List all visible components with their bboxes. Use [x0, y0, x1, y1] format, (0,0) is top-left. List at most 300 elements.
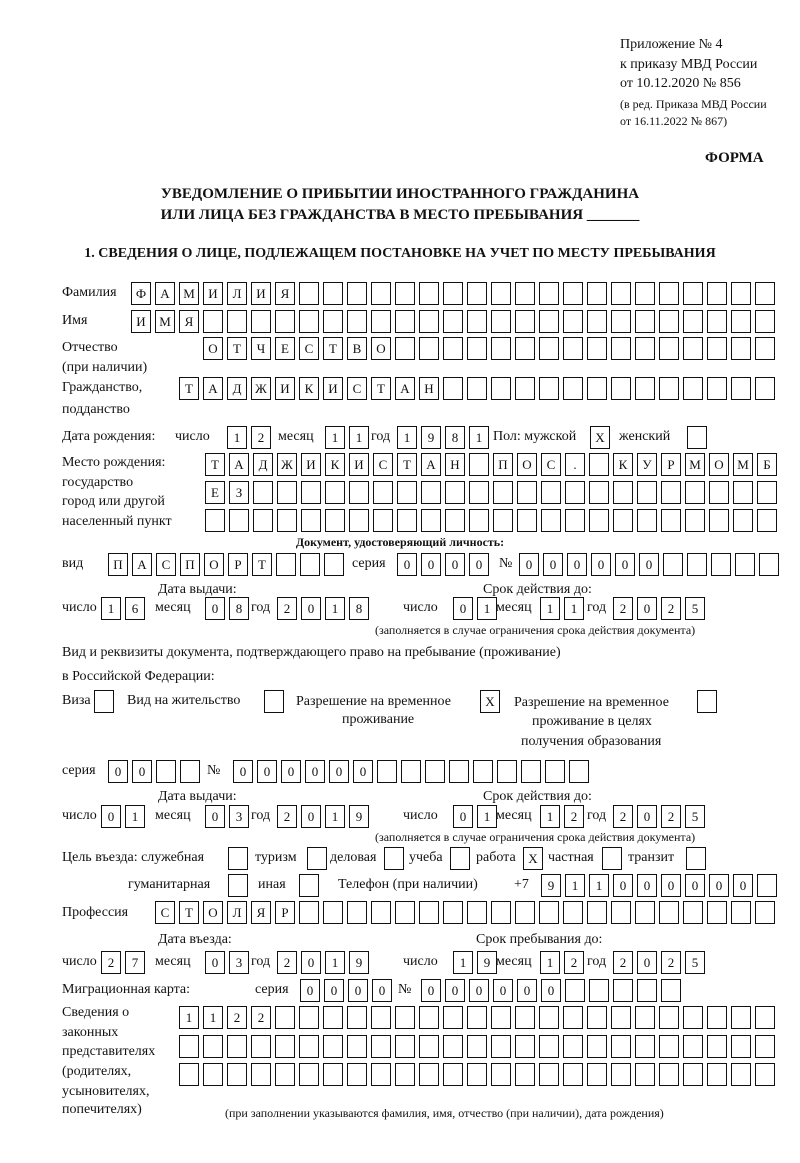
char-box[interactable]	[635, 337, 655, 360]
char-box[interactable]	[275, 1035, 295, 1058]
char-box[interactable]	[589, 509, 609, 532]
char-box[interactable]: И	[275, 377, 295, 400]
char-box[interactable]: 0	[661, 874, 681, 897]
char-box[interactable]	[517, 481, 537, 504]
char-box[interactable]	[589, 481, 609, 504]
char-box[interactable]: 2	[564, 951, 584, 974]
char-box[interactable]	[709, 509, 729, 532]
char-box[interactable]: Е	[275, 337, 295, 360]
char-box[interactable]: С	[155, 901, 175, 924]
char-box[interactable]	[755, 1035, 775, 1058]
char-box[interactable]	[611, 1063, 631, 1086]
char-box[interactable]	[697, 690, 717, 713]
char-box[interactable]	[587, 901, 607, 924]
char-box[interactable]	[425, 760, 445, 783]
char-box[interactable]	[587, 282, 607, 305]
char-box[interactable]	[469, 481, 489, 504]
char-box[interactable]	[443, 337, 463, 360]
char-box[interactable]: Е	[205, 481, 225, 504]
char-box[interactable]	[755, 282, 775, 305]
char-box[interactable]	[371, 1035, 391, 1058]
char-box[interactable]	[563, 901, 583, 924]
char-box[interactable]: И	[323, 377, 343, 400]
char-box[interactable]	[515, 1006, 535, 1029]
char-box[interactable]: 0	[567, 553, 587, 576]
char-box[interactable]: 1	[564, 597, 584, 620]
char-box[interactable]	[613, 481, 633, 504]
char-box[interactable]	[384, 847, 404, 870]
char-box[interactable]: 0	[300, 979, 320, 1002]
char-box[interactable]: Н	[419, 377, 439, 400]
char-box[interactable]: 0	[469, 553, 489, 576]
char-box[interactable]	[731, 377, 751, 400]
char-box[interactable]: Я	[179, 310, 199, 333]
char-box[interactable]	[602, 847, 622, 870]
char-box[interactable]: 5	[685, 597, 705, 620]
char-box[interactable]: 2	[277, 951, 297, 974]
char-box[interactable]: 2	[661, 951, 681, 974]
char-box[interactable]: 0	[709, 874, 729, 897]
char-box[interactable]: Т	[252, 553, 272, 576]
char-box[interactable]	[299, 1035, 319, 1058]
char-box[interactable]	[299, 1063, 319, 1086]
char-box[interactable]: К	[325, 453, 345, 476]
char-box[interactable]: 0	[324, 979, 344, 1002]
char-box[interactable]	[707, 282, 727, 305]
char-box[interactable]	[707, 310, 727, 333]
char-box[interactable]	[731, 1063, 751, 1086]
char-box[interactable]: 3	[229, 805, 249, 828]
char-box[interactable]: Т	[323, 337, 343, 360]
char-box[interactable]	[755, 337, 775, 360]
char-box[interactable]: Р	[275, 901, 295, 924]
char-box[interactable]	[373, 509, 393, 532]
char-box[interactable]	[395, 1006, 415, 1029]
char-box[interactable]	[659, 282, 679, 305]
char-box[interactable]: О	[517, 453, 537, 476]
char-box[interactable]	[683, 282, 703, 305]
char-box[interactable]	[637, 979, 657, 1002]
char-box[interactable]	[611, 282, 631, 305]
char-box[interactable]	[563, 377, 583, 400]
char-box[interactable]: К	[613, 453, 633, 476]
char-box[interactable]	[467, 901, 487, 924]
char-box[interactable]	[707, 337, 727, 360]
char-box[interactable]	[757, 481, 777, 504]
char-box[interactable]: Т	[371, 377, 391, 400]
char-box[interactable]	[707, 901, 727, 924]
char-box[interactable]	[227, 1035, 247, 1058]
char-box[interactable]: 2	[661, 805, 681, 828]
char-box[interactable]	[707, 1006, 727, 1029]
char-box[interactable]	[469, 509, 489, 532]
char-box[interactable]	[659, 310, 679, 333]
char-box[interactable]: 2	[101, 951, 121, 974]
char-box[interactable]	[229, 509, 249, 532]
char-box[interactable]	[587, 1035, 607, 1058]
char-box[interactable]: С	[541, 453, 561, 476]
char-box[interactable]	[491, 901, 511, 924]
char-box[interactable]: 2	[277, 805, 297, 828]
char-box[interactable]: 1	[325, 426, 345, 449]
char-box[interactable]: 7	[125, 951, 145, 974]
char-box[interactable]: М	[733, 453, 753, 476]
char-box[interactable]	[563, 1063, 583, 1086]
char-box[interactable]	[755, 1006, 775, 1029]
char-box[interactable]	[757, 874, 777, 897]
char-box[interactable]: О	[203, 337, 223, 360]
char-box[interactable]: А	[395, 377, 415, 400]
char-box[interactable]	[251, 1063, 271, 1086]
char-box[interactable]	[707, 377, 727, 400]
char-box[interactable]	[587, 1063, 607, 1086]
char-box[interactable]: Л	[227, 901, 247, 924]
char-box[interactable]	[395, 310, 415, 333]
char-box[interactable]: Л	[227, 282, 247, 305]
char-box[interactable]	[587, 310, 607, 333]
char-box[interactable]: 0	[421, 979, 441, 1002]
char-box[interactable]	[515, 377, 535, 400]
char-box[interactable]	[755, 310, 775, 333]
char-box[interactable]	[539, 310, 559, 333]
char-box[interactable]	[307, 847, 327, 870]
char-box[interactable]	[401, 760, 421, 783]
char-box[interactable]	[467, 1063, 487, 1086]
char-box[interactable]: З	[229, 481, 249, 504]
char-box[interactable]	[539, 1006, 559, 1029]
char-box[interactable]	[347, 1006, 367, 1029]
char-box[interactable]	[735, 553, 755, 576]
char-box[interactable]	[589, 979, 609, 1002]
char-box[interactable]	[347, 901, 367, 924]
char-box[interactable]: В	[347, 337, 367, 360]
char-box[interactable]	[467, 337, 487, 360]
char-box[interactable]	[373, 481, 393, 504]
char-box[interactable]: Д	[253, 453, 273, 476]
char-box[interactable]	[611, 377, 631, 400]
char-box[interactable]	[179, 1063, 199, 1086]
char-box[interactable]	[251, 310, 271, 333]
char-box[interactable]: 0	[233, 760, 253, 783]
char-box[interactable]	[637, 481, 657, 504]
char-box[interactable]	[371, 1006, 391, 1029]
char-box[interactable]: 1	[540, 597, 560, 620]
char-box[interactable]	[419, 1035, 439, 1058]
char-box[interactable]	[659, 1006, 679, 1029]
char-box[interactable]: С	[299, 337, 319, 360]
char-box[interactable]: Т	[179, 901, 199, 924]
char-box[interactable]	[419, 310, 439, 333]
char-box[interactable]: 1	[453, 951, 473, 974]
char-box[interactable]: 0	[101, 805, 121, 828]
char-box[interactable]	[349, 481, 369, 504]
char-box[interactable]: И	[131, 310, 151, 333]
char-box[interactable]	[323, 282, 343, 305]
char-box[interactable]	[685, 509, 705, 532]
char-box[interactable]	[227, 1063, 247, 1086]
char-box[interactable]	[613, 979, 633, 1002]
char-box[interactable]	[661, 979, 681, 1002]
char-box[interactable]	[659, 377, 679, 400]
char-box[interactable]: 1	[125, 805, 145, 828]
char-box[interactable]: 0	[685, 874, 705, 897]
char-box[interactable]: 0	[453, 805, 473, 828]
char-box[interactable]	[635, 1006, 655, 1029]
char-box[interactable]	[395, 282, 415, 305]
char-box[interactable]: 0	[637, 951, 657, 974]
char-box[interactable]	[733, 481, 753, 504]
char-box[interactable]	[515, 1035, 535, 1058]
char-box[interactable]: 2	[251, 426, 271, 449]
char-box[interactable]	[371, 310, 391, 333]
char-box[interactable]	[299, 901, 319, 924]
char-box[interactable]: П	[180, 553, 200, 576]
char-box[interactable]	[686, 847, 706, 870]
char-box[interactable]: 1	[469, 426, 489, 449]
char-box[interactable]	[687, 426, 707, 449]
char-box[interactable]	[491, 310, 511, 333]
char-box[interactable]	[203, 1035, 223, 1058]
char-box[interactable]	[443, 901, 463, 924]
char-box[interactable]	[659, 337, 679, 360]
char-box[interactable]	[683, 1063, 703, 1086]
char-box[interactable]	[469, 453, 489, 476]
char-box[interactable]	[515, 901, 535, 924]
char-box[interactable]: 1	[397, 426, 417, 449]
char-box[interactable]	[467, 1035, 487, 1058]
char-box[interactable]: А	[421, 453, 441, 476]
char-box[interactable]	[449, 760, 469, 783]
char-box[interactable]	[635, 310, 655, 333]
char-box[interactable]: 0	[453, 597, 473, 620]
char-box[interactable]: И	[251, 282, 271, 305]
char-box[interactable]: 9	[477, 951, 497, 974]
char-box[interactable]	[277, 481, 297, 504]
char-box[interactable]: 0	[637, 597, 657, 620]
char-box[interactable]: 1	[540, 805, 560, 828]
char-box[interactable]	[587, 1006, 607, 1029]
char-box[interactable]: 0	[445, 979, 465, 1002]
char-box[interactable]	[635, 1035, 655, 1058]
char-box[interactable]	[757, 509, 777, 532]
char-box[interactable]	[419, 1006, 439, 1029]
char-box[interactable]	[659, 1063, 679, 1086]
char-box[interactable]: X	[590, 426, 610, 449]
char-box[interactable]: 1	[589, 874, 609, 897]
char-box[interactable]	[251, 1035, 271, 1058]
char-box[interactable]	[569, 760, 589, 783]
char-box[interactable]	[611, 1006, 631, 1029]
char-box[interactable]	[371, 1063, 391, 1086]
char-box[interactable]: А	[203, 377, 223, 400]
char-box[interactable]	[637, 509, 657, 532]
char-box[interactable]: А	[155, 282, 175, 305]
char-box[interactable]	[419, 337, 439, 360]
char-box[interactable]: 0	[541, 979, 561, 1002]
char-box[interactable]: 2	[277, 597, 297, 620]
char-box[interactable]	[611, 901, 631, 924]
char-box[interactable]	[491, 282, 511, 305]
char-box[interactable]: 1	[477, 597, 497, 620]
char-box[interactable]	[731, 901, 751, 924]
char-box[interactable]: К	[299, 377, 319, 400]
char-box[interactable]: 0	[469, 979, 489, 1002]
char-box[interactable]: 2	[613, 805, 633, 828]
char-box[interactable]	[613, 509, 633, 532]
char-box[interactable]	[539, 282, 559, 305]
char-box[interactable]: 0	[637, 874, 657, 897]
char-box[interactable]	[264, 690, 284, 713]
char-box[interactable]	[683, 310, 703, 333]
char-box[interactable]	[421, 481, 441, 504]
char-box[interactable]: 0	[305, 760, 325, 783]
char-box[interactable]	[587, 377, 607, 400]
char-box[interactable]: 1	[179, 1006, 199, 1029]
char-box[interactable]	[397, 481, 417, 504]
char-box[interactable]: 0	[543, 553, 563, 576]
char-box[interactable]: О	[709, 453, 729, 476]
char-box[interactable]	[661, 481, 681, 504]
char-box[interactable]	[443, 1006, 463, 1029]
char-box[interactable]: 9	[541, 874, 561, 897]
char-box[interactable]: 9	[349, 805, 369, 828]
char-box[interactable]: М	[155, 310, 175, 333]
char-box[interactable]	[731, 282, 751, 305]
char-box[interactable]	[371, 901, 391, 924]
char-box[interactable]	[395, 901, 415, 924]
char-box[interactable]	[493, 481, 513, 504]
char-box[interactable]	[395, 1063, 415, 1086]
char-box[interactable]	[395, 1035, 415, 1058]
char-box[interactable]: С	[373, 453, 393, 476]
char-box[interactable]	[663, 553, 683, 576]
char-box[interactable]	[515, 282, 535, 305]
char-box[interactable]	[635, 901, 655, 924]
char-box[interactable]	[707, 1063, 727, 1086]
char-box[interactable]: 2	[564, 805, 584, 828]
char-box[interactable]	[731, 337, 751, 360]
char-box[interactable]: 8	[445, 426, 465, 449]
char-box[interactable]	[709, 481, 729, 504]
char-box[interactable]	[491, 377, 511, 400]
char-box[interactable]	[227, 310, 247, 333]
char-box[interactable]: О	[203, 901, 223, 924]
char-box[interactable]: И	[203, 282, 223, 305]
char-box[interactable]: 0	[613, 874, 633, 897]
char-box[interactable]	[565, 481, 585, 504]
char-box[interactable]	[443, 1063, 463, 1086]
char-box[interactable]	[323, 310, 343, 333]
char-box[interactable]	[731, 1006, 751, 1029]
char-box[interactable]: И	[349, 453, 369, 476]
char-box[interactable]	[323, 1063, 343, 1086]
char-box[interactable]	[539, 337, 559, 360]
char-box[interactable]	[180, 760, 200, 783]
char-box[interactable]: 0	[637, 805, 657, 828]
char-box[interactable]	[659, 1035, 679, 1058]
char-box[interactable]	[419, 282, 439, 305]
char-box[interactable]	[324, 553, 344, 576]
char-box[interactable]: 2	[227, 1006, 247, 1029]
char-box[interactable]: Я	[275, 282, 295, 305]
char-box[interactable]	[325, 481, 345, 504]
char-box[interactable]: .	[565, 453, 585, 476]
char-box[interactable]: М	[179, 282, 199, 305]
char-box[interactable]	[371, 282, 391, 305]
char-box[interactable]	[563, 1006, 583, 1029]
char-box[interactable]	[347, 1063, 367, 1086]
char-box[interactable]: 1	[203, 1006, 223, 1029]
char-box[interactable]	[491, 1006, 511, 1029]
char-box[interactable]	[253, 481, 273, 504]
char-box[interactable]	[419, 1063, 439, 1086]
char-box[interactable]: А	[132, 553, 152, 576]
char-box[interactable]: У	[637, 453, 657, 476]
char-box[interactable]	[707, 1035, 727, 1058]
char-box[interactable]	[541, 509, 561, 532]
char-box[interactable]	[635, 282, 655, 305]
char-box[interactable]: О	[371, 337, 391, 360]
char-box[interactable]: 0	[445, 553, 465, 576]
char-box[interactable]: И	[301, 453, 321, 476]
char-box[interactable]	[395, 337, 415, 360]
char-box[interactable]	[443, 310, 463, 333]
char-box[interactable]	[563, 310, 583, 333]
char-box[interactable]: 0	[615, 553, 635, 576]
char-box[interactable]: Я	[251, 901, 271, 924]
char-box[interactable]	[755, 1063, 775, 1086]
char-box[interactable]: 2	[661, 597, 681, 620]
char-box[interactable]: Б	[757, 453, 777, 476]
char-box[interactable]: 0	[348, 979, 368, 1002]
char-box[interactable]	[450, 847, 470, 870]
char-box[interactable]: 0	[353, 760, 373, 783]
char-box[interactable]	[491, 1035, 511, 1058]
char-box[interactable]	[156, 760, 176, 783]
char-box[interactable]	[323, 901, 343, 924]
char-box[interactable]	[323, 1035, 343, 1058]
char-box[interactable]: Т	[179, 377, 199, 400]
char-box[interactable]: 0	[517, 979, 537, 1002]
char-box[interactable]: Т	[397, 453, 417, 476]
char-box[interactable]	[473, 760, 493, 783]
char-box[interactable]: 0	[301, 951, 321, 974]
char-box[interactable]: 2	[613, 951, 633, 974]
char-box[interactable]	[635, 1063, 655, 1086]
char-box[interactable]	[94, 690, 114, 713]
char-box[interactable]	[659, 901, 679, 924]
char-box[interactable]	[443, 282, 463, 305]
char-box[interactable]: 0	[281, 760, 301, 783]
char-box[interactable]: 1	[565, 874, 585, 897]
char-box[interactable]	[203, 1063, 223, 1086]
char-box[interactable]	[711, 553, 731, 576]
char-box[interactable]	[683, 1035, 703, 1058]
char-box[interactable]: 0	[108, 760, 128, 783]
char-box[interactable]	[515, 337, 535, 360]
char-box[interactable]	[347, 310, 367, 333]
char-box[interactable]	[275, 1063, 295, 1086]
char-box[interactable]	[419, 901, 439, 924]
char-box[interactable]: 0	[591, 553, 611, 576]
char-box[interactable]	[277, 509, 297, 532]
char-box[interactable]: 3	[229, 951, 249, 974]
char-box[interactable]	[563, 1035, 583, 1058]
char-box[interactable]	[323, 1006, 343, 1029]
char-box[interactable]	[299, 1006, 319, 1029]
char-box[interactable]	[539, 377, 559, 400]
char-box[interactable]	[611, 1035, 631, 1058]
